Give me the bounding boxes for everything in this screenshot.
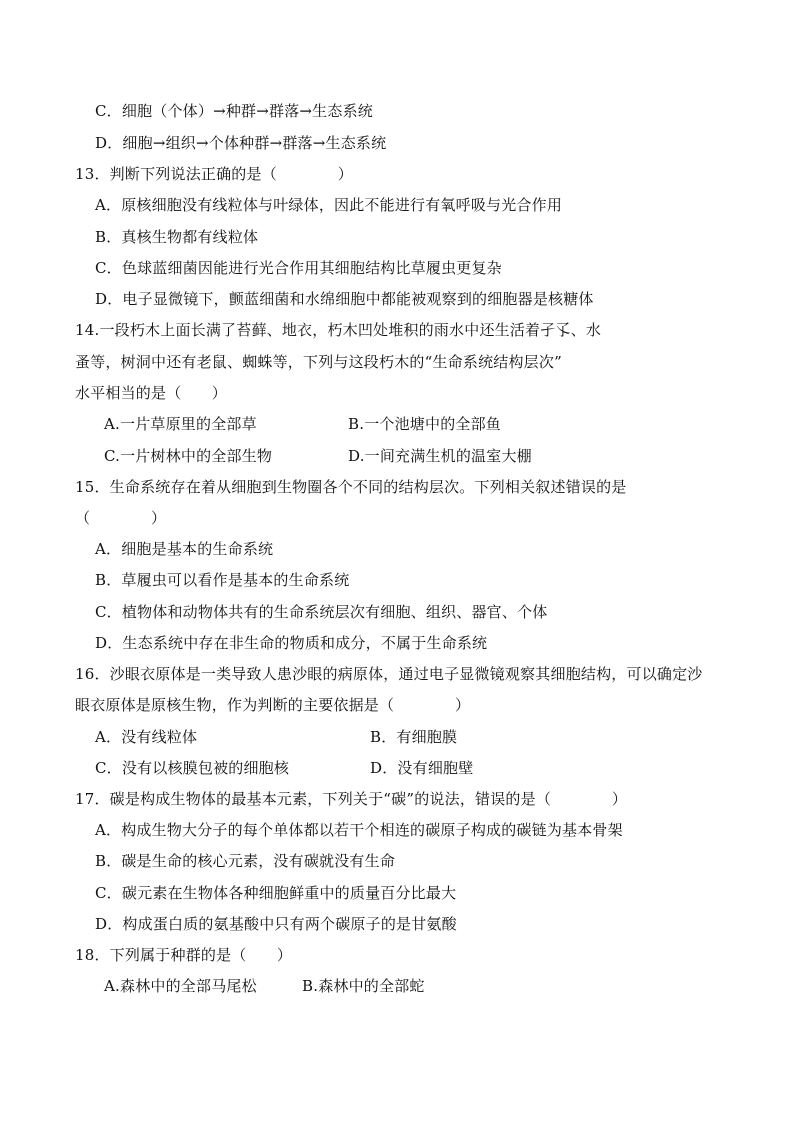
q15-option-b: B．草履虫可以看作是基本的生命系统 xyxy=(95,571,350,589)
q15-stem-line2: （ ） xyxy=(75,509,167,527)
q17-stem: 17．碳是构成生物体的最基本元素，下列关于“碳”的说法，错误的是（ ） xyxy=(75,790,628,808)
q18-stem: 18．下列属于种群的是（ ） xyxy=(75,946,293,964)
q13-option-b: B．真核生物都有线粒体 xyxy=(95,228,259,246)
q17-option-b: B．碳是生命的核心元素，没有碳就没有生命 xyxy=(95,852,396,870)
q15-option-d: D．生态系统中存在非生命的物质和成分，不属于生命系统 xyxy=(95,634,488,652)
q13-option-c: C．色球蓝细菌因能进行光合作用其细胞结构比草履虫更复杂 xyxy=(95,259,502,277)
q14-option-b: B.一个池塘中的全部鱼 xyxy=(348,415,501,433)
q14-stem-line1: 14.一段朽木上面长满了苔藓、地衣，朽木凹处堆积的雨水中还生活着孑孓、水 xyxy=(75,321,602,339)
q13-option-a: A．原核细胞没有线粒体与叶绿体，因此不能进行有氧呼吸与光合作用 xyxy=(95,196,563,214)
q12-option-c: C．细胞（个体）→种群→群落→生态系统 xyxy=(95,102,373,120)
q15-option-a: A．细胞是基本的生命系统 xyxy=(95,540,274,558)
q16-stem-line1: 16．沙眼衣原体是一类导致人患沙眼的病原体，通过电子显微镜观察其细胞结构，可以确定沙 xyxy=(75,665,703,683)
q18-option-a: A.森林中的全部马尾松 xyxy=(104,977,257,995)
q16-option-a: A．没有线粒体 xyxy=(95,728,198,746)
q14-option-c: C.一片树林中的全部生物 xyxy=(104,447,273,465)
q17-option-c: C．碳元素在生物体各种细胞鲜重中的质量百分比最大 xyxy=(95,884,457,902)
q13-stem: 13．判断下列说法正确的是（ ） xyxy=(75,165,353,183)
q13-option-d: D．电子显微镜下，颤蓝细菌和水绵细胞中都能被观察到的细胞器是核糖体 xyxy=(95,290,594,308)
q14-option-d: D.一间充满生机的温室大棚 xyxy=(348,447,532,465)
q15-option-c: C．植物体和动物体共有的生命系统层次有细胞、组织、器官、个体 xyxy=(95,603,548,621)
q16-option-d: D．没有细胞壁 xyxy=(370,759,474,777)
q18-option-b: B.森林中的全部蛇 xyxy=(302,977,425,995)
q15-stem-line1: 15．生命系统存在着从细胞到生物圈各个不同的结构层次。下列相关叙述错误的是 xyxy=(75,478,627,496)
q12-option-d: D．细胞→组织→个体种群→群落→生态系统 xyxy=(95,134,387,152)
q14-stem-line2: 蚤等，树洞中还有老鼠、蜘蛛等，下列与这段朽木的“生命系统结构层次” xyxy=(75,353,562,371)
q17-option-a: A．构成生物大分子的每个单体都以若干个相连的碳原子构成的碳链为基本骨架 xyxy=(95,821,623,839)
q16-stem-line2: 眼衣原体是原核生物，作为判断的主要依据是（ ） xyxy=(75,696,471,714)
q17-option-d: D．构成蛋白质的氨基酸中只有两个碳原子的是甘氨酸 xyxy=(95,915,457,933)
q14-option-a: A.一片草原里的全部草 xyxy=(104,415,257,433)
q14-stem-line3: 水平相当的是（ ） xyxy=(75,384,228,402)
q16-option-c: C．没有以核膜包被的细胞核 xyxy=(95,759,290,777)
q16-option-b: B．有细胞膜 xyxy=(370,728,458,746)
